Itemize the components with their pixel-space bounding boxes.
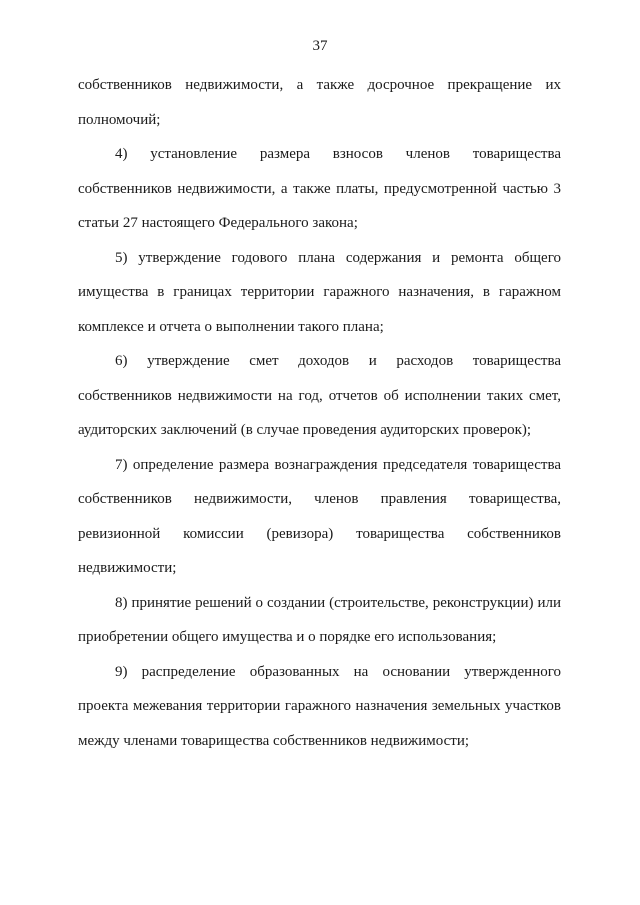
paragraph-item-7: 7) определение размера вознаграждения председателя товарищества собственников недвижимости, членов правления товарищества, ревизионной комиссии (ревизора) товарищества собственников недвижимости;: [78, 456, 561, 576]
paragraph-item-6: 6) утверждение смет доходов и расходов товарищества собственников недвижимости на год, отчетов об исполнении таких смет, аудиторских заключений (в случае проведения аудиторских проверок);: [78, 353, 561, 438]
paragraph-item-4: 4) установление размера взносов членов товарищества собственников недвижимости, а также платы, предусмотренной частью 3 статьи 27 настоящего Федерального закона;: [78, 146, 561, 231]
paragraph-item-8: 8) принятие решений о создании (строительстве, реконструкции) или приобретении общего имущества и о порядке его использования;: [78, 594, 561, 645]
paragraph-item-9: 9) распределение образованных на основании утвержденного проекта межевания территории гаражного назначения земельных участков между членами товарищества собственников недвижимости;: [78, 663, 561, 749]
document-body: [78, 68, 561, 758]
paragraph-item-5: 5) утверждение годового плана содержания и ремонта общего имущества в границах территории гаражного назначения, в гаражном комплексе и отчета о выполнении такого плана;: [78, 249, 561, 335]
paragraph-continuation: собственников недвижимости, а также досрочное прекращение их полномочий;: [78, 77, 561, 128]
page-number: 37: [312, 38, 328, 54]
